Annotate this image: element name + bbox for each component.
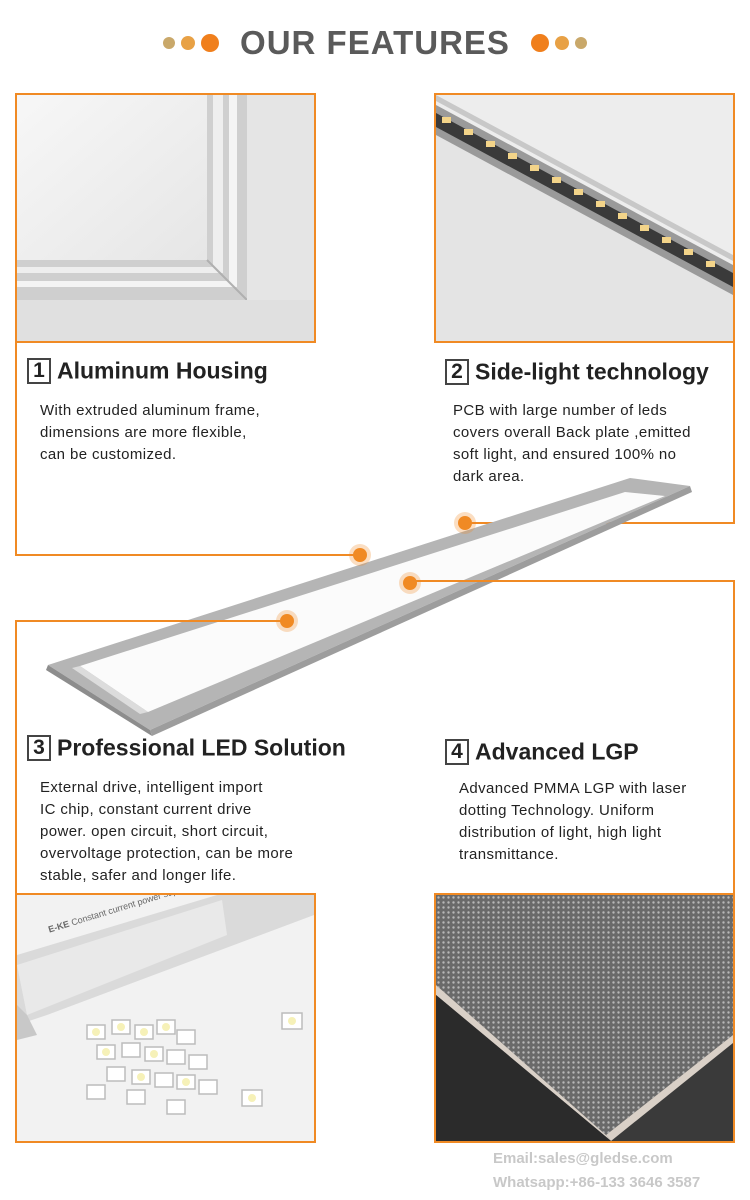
decor-dot xyxy=(555,36,569,50)
feature-title: Side-light technology xyxy=(475,358,709,385)
decor-dot xyxy=(181,36,195,50)
page-title: OUR FEATURES xyxy=(240,24,510,62)
desc-line: soft light, and ensured 100% no xyxy=(453,446,677,463)
led-panel-product xyxy=(40,470,700,740)
lgp-dotting-photo xyxy=(436,895,733,1141)
page-title-row xyxy=(0,22,750,62)
desc-line: PCB with large number of leds xyxy=(453,402,668,419)
side-light-photo xyxy=(436,95,733,341)
feature-heading-2 xyxy=(445,357,709,385)
feature-title: Advanced LGP xyxy=(475,738,639,765)
feature-description-1 xyxy=(40,400,315,466)
highlight-dot xyxy=(458,516,472,530)
decor-dot xyxy=(201,34,219,52)
contact-whatsapp: Whatsapp:+86-133 3646 3587 xyxy=(493,1174,701,1191)
desc-line: distribution of light, high light xyxy=(459,824,662,841)
desc-line: stable, safer and longer life. xyxy=(40,867,237,884)
desc-line: transmittance. xyxy=(459,846,559,863)
feature-title: Professional LED Solution xyxy=(57,734,346,761)
highlight-dot xyxy=(403,576,417,590)
desc-line: External drive, intelligent import xyxy=(40,779,263,796)
desc-line: covers overall Back plate ,emitted xyxy=(453,424,691,441)
desc-line: can be customized. xyxy=(40,446,177,463)
contact-email: Email:sales@gledse.com xyxy=(493,1150,673,1167)
decor-dot xyxy=(163,37,175,49)
feature-number: 3 xyxy=(27,735,51,761)
decor-dot xyxy=(531,34,549,52)
highlight-dot xyxy=(353,548,367,562)
feature-number: 4 xyxy=(445,739,469,765)
feature-description-4 xyxy=(459,778,739,866)
desc-line: With extruded aluminum frame, xyxy=(40,402,261,419)
feature-heading-4 xyxy=(445,737,639,765)
desc-line: Advanced PMMA LGP with laser xyxy=(459,780,687,797)
desc-line: IC chip, constant current drive xyxy=(40,801,252,818)
decor-dot xyxy=(575,37,587,49)
driver-and-chips-photo xyxy=(17,895,314,1141)
feature-number: 1 xyxy=(27,358,51,384)
connector-line xyxy=(15,620,17,895)
feature-heading-3 xyxy=(27,733,346,761)
desc-line: dimensions are more flexible, xyxy=(40,424,247,441)
connector-line xyxy=(410,580,735,582)
connector-line xyxy=(15,341,17,556)
feature-title: Aluminum Housing xyxy=(57,357,268,384)
desc-line: dark area. xyxy=(453,468,525,485)
aluminum-housing-photo xyxy=(17,95,314,341)
desc-line: power. open circuit, short circuit, xyxy=(40,823,269,840)
desc-line: dotting Technology. Uniform xyxy=(459,802,655,819)
connector-line xyxy=(15,620,287,622)
feature-heading-1 xyxy=(27,356,268,384)
feature-number: 2 xyxy=(445,359,469,385)
driver-brand: E-KE xyxy=(47,918,71,935)
feature-description-3 xyxy=(40,777,325,887)
desc-line: overvoltage protection, can be more xyxy=(40,845,294,862)
